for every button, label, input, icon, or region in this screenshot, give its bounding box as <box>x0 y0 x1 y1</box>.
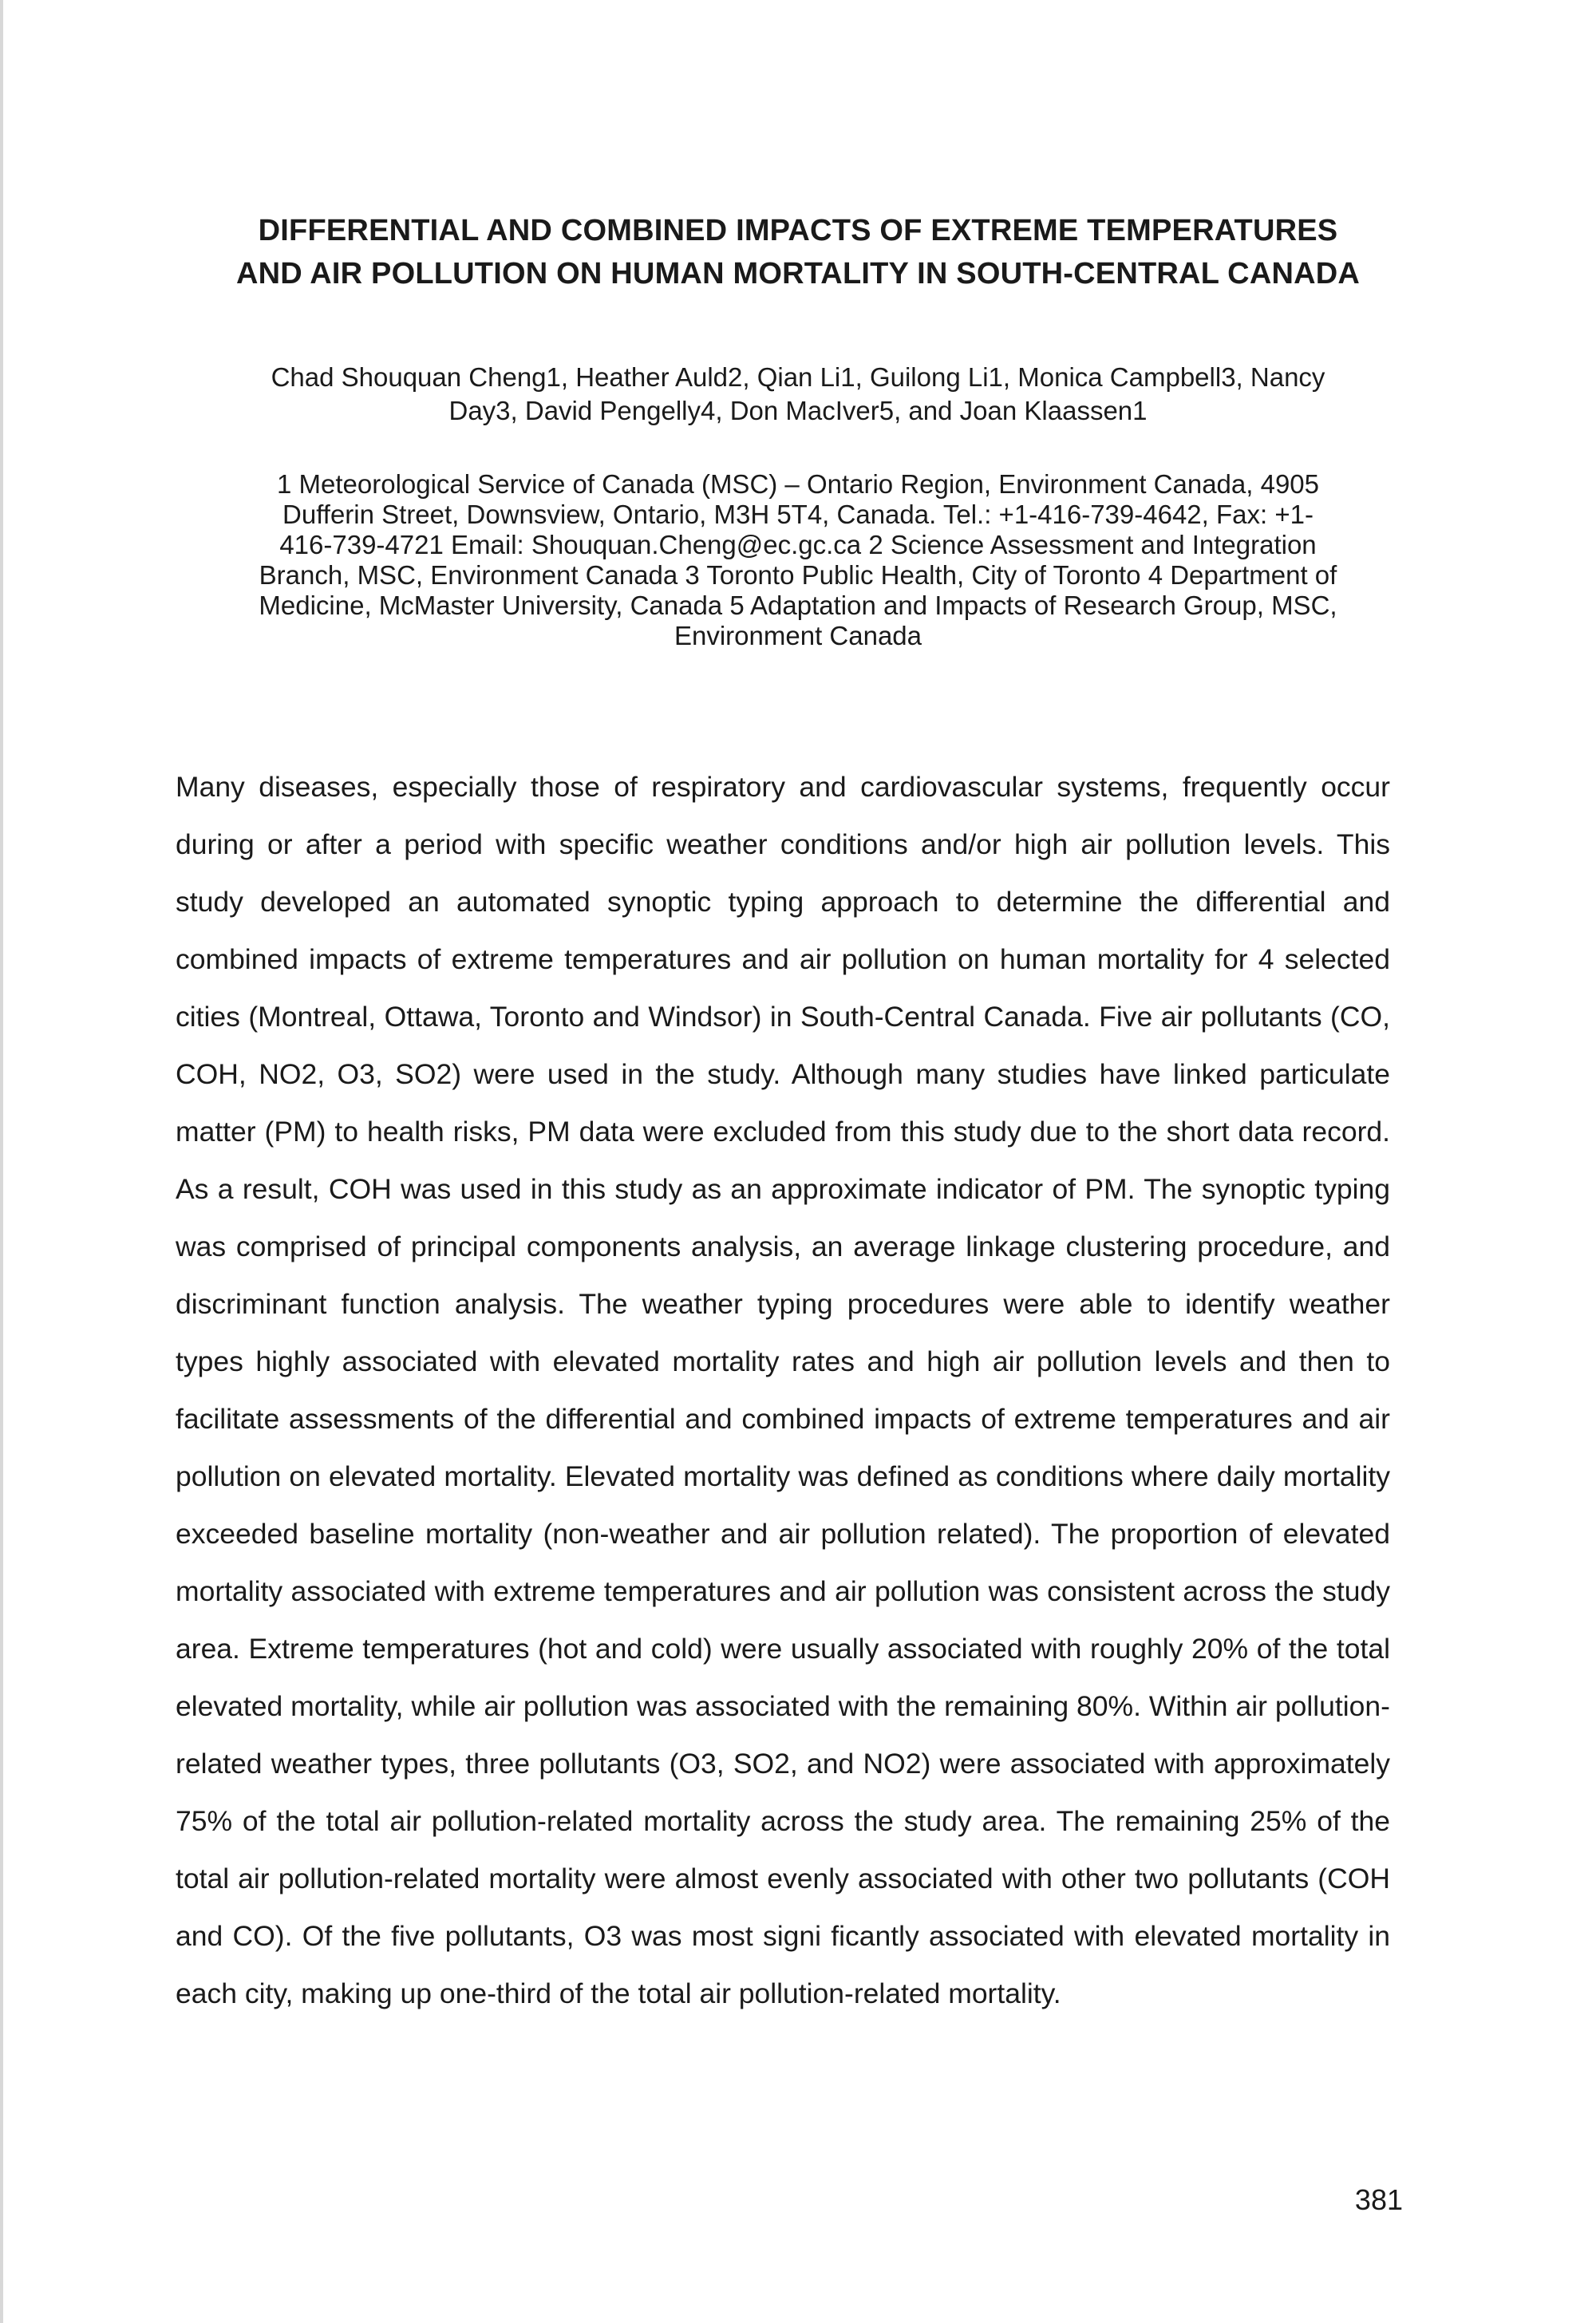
affiliation-line-4: Branch, MSC, Environment Canada 3 Toronto Public Health, City of Toronto 4 Department of <box>259 560 1337 590</box>
affiliation-line-1: 1 Meteorological Service of Canada (MSC) – Ontario Region, Environment Canada, 4905 <box>276 469 1320 499</box>
affiliation-line-5: Medicine, McMaster University, Canada 5 Adaptation and Impacts of Research Group, MSC, <box>259 591 1337 620</box>
page-number: 381 <box>1354 2183 1403 2216</box>
affiliation-line-2: Dufferin Street, Downsview, Ontario, M3H 5T4, Canada. Tel.: +1-416-739-4642, Fax: +1- <box>282 500 1314 529</box>
paper-title <box>144 209 1452 295</box>
affiliation-line-6: Environment Canada <box>674 621 922 650</box>
title-line-2: AND AIR POLLUTION ON HUMAN MORTALITY IN SOUTH-CENTRAL CANADA <box>235 257 1361 290</box>
author-list <box>144 361 1452 428</box>
abstract-text: Many diseases, especially those of respiratory and cardiovascular systems, frequently occur during or after a period with specific weather conditions and/or high air pollution levels. This study developed an automated synoptic typing approach to determine the differential and combined impacts of extreme temperatures and air pollution on human mortality for 4 selected cities (Montreal, Ottawa, Toronto and Windsor) in South-Central Canada. Five air pollutants (CO, COH, NO2, O3, SO2) were used in the study. Although many studies have linked particulate matter (PM) to health risks, PM data were excluded from this study due to the short data record. As a result, COH was used in this study as an approximate indicator of PM. The synoptic typing was comprised of principal components analysis, an average linkage clustering procedure, and discriminant function analysis. The weather typing procedures were able to identify weather types highly associated with elevated mortality rates and high air pollution levels and then to facilitate assessments of the differential and combined impacts of extreme temperatures and air pollution on elevated mortality. Elevated mortality was defined as conditions where daily mortality exceeded baseline mortality (non-weather and air pollution related). The proportion of elevated mortality associated with extreme temperatures and air pollution was consistent across the study area. Extreme temperatures (hot and cold) were usually associated with roughly 20% of the total elevated mortality, while air pollution was associated with the remaining 80%. Within air pollution-related weather types, three pollutants (O3, SO2, and NO2) were associated with approximately 75% of the total air pollution-related mortality across the study area. The remaining 25% of the total air pollution-related mortality were almost evenly associated with other two pollutants (COH and CO). Of the five pollutants, O3 was most signi ficantly associated with elevated mortality in each city, making up one-third of the total air pollution-related mortality. <box>176 771 1390 2009</box>
title-line-1: DIFFERENTIAL AND COMBINED IMPACTS OF EXTREME TEMPERATURES <box>258 214 1338 247</box>
affiliation-line-3: 416-739-4721 Email: Shouquan.Cheng@ec.gc.ca 2 Science Assessment and Integration <box>279 530 1317 559</box>
affiliations <box>120 469 1476 651</box>
author-line-2: Day3, David Pengelly4, Don MacIver5, and Joan Klaassen1 <box>448 396 1148 425</box>
scan-edge <box>0 0 3 2323</box>
author-line-1: Chad Shouquan Cheng1, Heather Auld2, Qian Li1, Guilong Li1, Monica Campbell3, Nancy <box>271 362 1325 392</box>
